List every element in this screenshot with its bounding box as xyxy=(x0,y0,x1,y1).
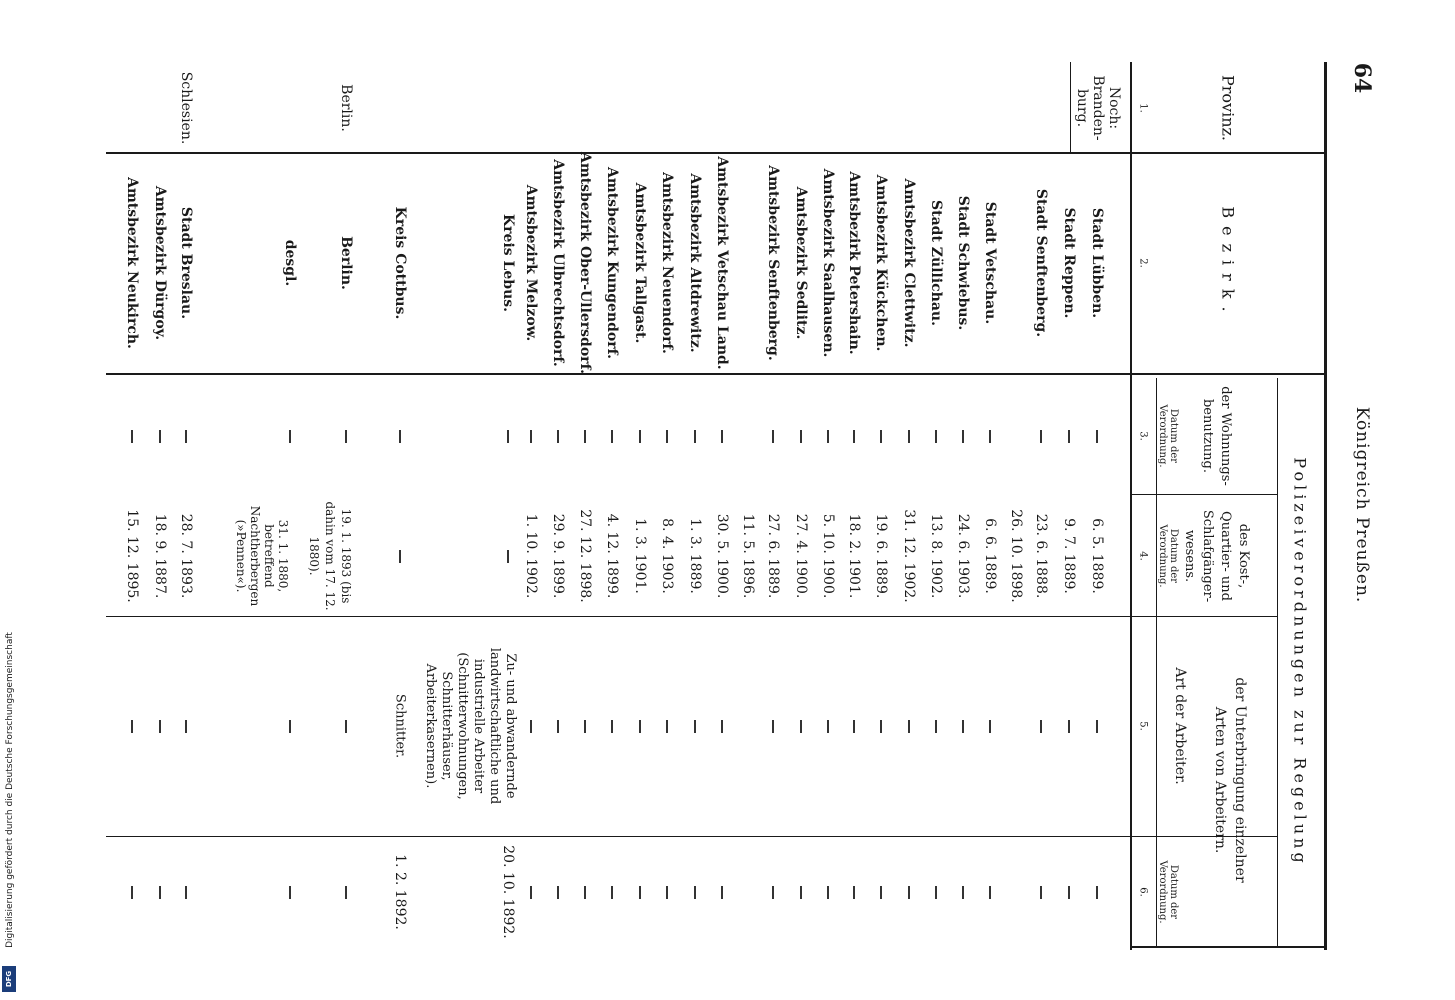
row-unterbringung-date-empty xyxy=(289,886,291,899)
row-unterbringung-date-empty xyxy=(611,886,613,899)
header-datum-3: Datum der Verordnung. xyxy=(1157,404,1179,468)
header-datum-4: Datum der Verordnung. xyxy=(1157,524,1179,588)
row-art-empty xyxy=(694,720,696,733)
row-wohnung-date-empty xyxy=(289,430,291,443)
row-unterbringung-date-empty xyxy=(557,886,559,899)
row-bezirk: Amtsbezirk Neukirch. xyxy=(124,177,140,349)
footer-credit: Digitalisierung gefördert durch die Deutsche Forschungsgemeinschaft xyxy=(5,632,15,948)
row-quartier-date: 4. 12. 1899. xyxy=(604,513,620,599)
row-unterbringung-date-empty xyxy=(1096,886,1098,899)
row-art-empty xyxy=(908,720,910,733)
row-quartier-date: 26. 10. 1898. xyxy=(1008,509,1024,603)
row-wohnung-date-empty xyxy=(880,430,882,443)
row-quartier-date: 19. 1. 1893 (bis dahin vom 17. 12. 1880). xyxy=(307,501,353,611)
row-wohnung-date-empty xyxy=(1040,430,1042,443)
row-art-empty xyxy=(989,720,991,733)
row-wohnung-date-empty xyxy=(1096,430,1098,443)
row-unterbringung-date-empty xyxy=(989,886,991,899)
row-quartier-date-empty xyxy=(399,550,401,563)
row-wohnung-date-empty xyxy=(962,430,964,443)
row-wohnung-date-empty xyxy=(557,430,559,443)
table-bottom-rule xyxy=(1130,946,1326,948)
row-quartier-date-empty xyxy=(507,550,509,563)
row-wohnung-date-empty xyxy=(908,430,910,443)
row-bezirk: Amtsbezirk Ulbrechtsdorf. xyxy=(550,159,566,367)
row-unterbringung-date-empty xyxy=(530,886,532,899)
row-quartier-date: 31. 12. 1902. xyxy=(901,509,917,603)
row-quartier-date: 19. 6. 1889. xyxy=(873,513,889,599)
row-bezirk: Kreis Cottbus. xyxy=(392,206,408,320)
row-art-empty xyxy=(584,720,586,733)
row-unterbringung-date-empty xyxy=(1040,886,1042,899)
row-unterbringung-date-empty xyxy=(159,886,161,899)
row-wohnung-date-empty xyxy=(584,430,586,443)
row-wohnung-date-empty xyxy=(185,430,187,443)
header-bezirk: Bezirk. xyxy=(1218,206,1238,320)
row-provinz: Schlesien. xyxy=(178,71,194,145)
row-quartier-date: 15. 12. 1895. xyxy=(124,509,140,603)
row-wohnung-date-empty xyxy=(507,430,509,443)
row-bezirk: Stadt Reppen. xyxy=(1061,207,1077,319)
row-quartier-date: 6. 5. 1889. xyxy=(1089,518,1105,594)
row-unterbringung-date-empty xyxy=(185,886,187,899)
row-bezirk: Amtsbezirk Vetschau Land. xyxy=(714,156,730,370)
row-art-empty xyxy=(159,720,161,733)
col5-col6-rule xyxy=(106,836,1278,837)
row-quartier-date: 9. 7. 1889. xyxy=(1061,518,1077,594)
row-quartier-date: 27. 12. 1898. xyxy=(577,509,593,603)
row-quartier-date: 27. 4. 1900. xyxy=(793,513,809,599)
row-quartier-date: 13. 8. 1902. xyxy=(928,513,944,599)
row-art-empty xyxy=(772,720,774,733)
row-wohnung-date-empty xyxy=(721,430,723,443)
row-wohnung-date-empty xyxy=(827,430,829,443)
row-art-empty xyxy=(1096,720,1098,733)
row-wohnung-date-empty xyxy=(1068,430,1070,443)
header-datum-6: Datum der Verordnung. xyxy=(1157,860,1179,924)
row-bezirk: Amtsbezirk Sedlitz. xyxy=(793,186,809,340)
row-unterbringung-date-empty xyxy=(584,886,586,899)
row-art-empty xyxy=(666,720,668,733)
row-unterbringung-date-empty xyxy=(1068,886,1070,899)
row-unterbringung-date-empty xyxy=(962,886,964,899)
row-bezirk: Amtsbezirk Altdrewitz. xyxy=(687,173,703,353)
row-bezirk: Amtsbezirk Kungendorf. xyxy=(604,167,620,359)
row-art-empty xyxy=(800,720,802,733)
super-header-rule xyxy=(1277,378,1278,948)
col-number-3: 3. xyxy=(1137,431,1149,441)
header-unterbringung: der Unterbringung einzelner Arten von Arbeitern. xyxy=(1212,677,1248,883)
row-bezirk: Amtsbezirk Neuendorf. xyxy=(659,172,675,354)
row-bezirk: Amtsbezirk Tallgast. xyxy=(632,182,648,344)
col-number-2: 2. xyxy=(1137,258,1149,268)
header-art: Art der Arbeiter. xyxy=(1172,667,1188,785)
row-art-empty xyxy=(962,720,964,733)
row-art-empty xyxy=(853,720,855,733)
row-wohnung-date-empty xyxy=(345,430,347,443)
col4-col5-rule xyxy=(106,616,1278,617)
row-wohnung-date-empty xyxy=(800,430,802,443)
row-art: Zu- und abwandernde landwirtschaftliche und industrielle Arbeiter (Schnitterwohnungen, Schnitterhäuser, Arbeiterkasernen). xyxy=(423,647,518,805)
col-number-6: 6. xyxy=(1137,887,1149,897)
row-wohnung-date-empty xyxy=(772,430,774,443)
row-art: Schnitter. xyxy=(392,693,408,759)
row-quartier-date: 18. 2. 1901. xyxy=(846,513,862,599)
row-quartier-date: 11. 5. 1896. xyxy=(740,513,756,599)
row-unterbringung-date-empty xyxy=(666,886,668,899)
col3-col4-rule xyxy=(1130,494,1278,495)
row-bezirk: Amtsbezirk Kückchen. xyxy=(873,174,889,352)
row-bezirk: Amtsbezirk Ober-Ullersdorf. xyxy=(577,152,593,374)
row-unterbringung-date-empty xyxy=(800,886,802,899)
row-wohnung-date-empty xyxy=(131,430,133,443)
row-bezirk: Stadt Breslau. xyxy=(178,206,194,320)
row-art-empty xyxy=(530,720,532,733)
row-quartier-date: 1. 3. 1901. xyxy=(632,518,648,594)
row-art-empty xyxy=(721,720,723,733)
row-unterbringung-date-empty xyxy=(935,886,937,899)
row-unterbringung-date-empty xyxy=(880,886,882,899)
provinz-bezirk-rule xyxy=(106,152,1326,154)
row-bezirk: Amtsbezirk Petershain. xyxy=(846,171,862,355)
row-art-empty xyxy=(639,720,641,733)
header-quartier: des Kost-, Quartier- und Schlafgänger-wesens. xyxy=(1182,509,1251,603)
row-wohnung-date-empty xyxy=(853,430,855,443)
col-number-5: 5. xyxy=(1137,721,1149,731)
row-unterbringung-date-empty xyxy=(131,886,133,899)
row-wohnung-date-empty xyxy=(159,430,161,443)
row-quartier-date: 30. 5. 1900. xyxy=(714,513,730,599)
row-wohnung-date-empty xyxy=(611,430,613,443)
row-quartier-date: 5. 10. 1900. xyxy=(820,513,836,599)
col-number-1: 1. xyxy=(1137,103,1149,113)
row-art-empty xyxy=(1040,720,1042,733)
row-quartier-date: 28. 7. 1893. xyxy=(178,513,194,599)
row-bezirk: Amtsbezirk Saalhausen. xyxy=(820,168,836,358)
row-quartier-date: 31. 1. 1880, betreffend Nachtherbergen (»Pennen«). xyxy=(234,505,290,607)
row-art-empty xyxy=(185,720,187,733)
table-top-rule xyxy=(1324,62,1327,950)
row-art-empty xyxy=(935,720,937,733)
row-unterbringung-date-empty xyxy=(345,886,347,899)
row-art-empty xyxy=(827,720,829,733)
row-unterbringung-date-empty xyxy=(853,886,855,899)
row-art-empty xyxy=(557,720,559,733)
row-bezirk: Kreis Lebus. xyxy=(500,214,516,312)
row-provinz: Noch: Branden-burg. xyxy=(1074,75,1122,141)
row-quartier-date: 18. 9. 1887. xyxy=(152,513,168,599)
row-bezirk: Stadt Vetschau. xyxy=(982,201,998,325)
row-provinz: Berlin. xyxy=(338,84,354,132)
row-quartier-date: 1. 3. 1889. xyxy=(687,518,703,594)
row-quartier-date: 29. 9. 1899. xyxy=(550,513,566,599)
row-quartier-date: 24. 6. 1903. xyxy=(955,513,971,599)
row-art-empty xyxy=(611,720,613,733)
header-super: Polizeiverordnungen zur Regelung xyxy=(1290,457,1310,867)
row-wohnung-date-empty xyxy=(639,430,641,443)
row-unterbringung-date-empty xyxy=(721,886,723,899)
header-wohnung: der Wohnungs-benutzung. xyxy=(1200,386,1233,486)
row-bezirk: Berlin. xyxy=(338,236,354,290)
dfg-logo: DFG xyxy=(2,966,16,992)
row-art-empty xyxy=(880,720,882,733)
col-number-4: 4. xyxy=(1137,551,1149,561)
row-unterbringung-date-empty xyxy=(772,886,774,899)
row-bezirk: Amtsbezirk Clettwitz. xyxy=(901,178,917,348)
row-wohnung-date-empty xyxy=(530,430,532,443)
row-bezirk: desgl. xyxy=(282,239,298,287)
row-bezirk: Amtsbezirk Dürgoy. xyxy=(152,185,168,341)
row-quartier-date: 27. 6. 1889. xyxy=(765,513,781,599)
row-bezirk: Amtsbezirk Senftenberg. xyxy=(765,165,781,361)
row-art-empty xyxy=(1068,720,1070,733)
row-unterbringung-date-empty xyxy=(694,886,696,899)
row-wohnung-date-empty xyxy=(989,430,991,443)
row-unterbringung-date-empty xyxy=(908,886,910,899)
col1-left-rule xyxy=(1070,62,1071,152)
row-wohnung-date-empty xyxy=(666,430,668,443)
row-bezirk: Stadt Schwiebus. xyxy=(955,195,971,331)
row-unterbringung-date: 20. 10. 1892. xyxy=(500,845,516,939)
row-unterbringung-date: 1. 2. 1892. xyxy=(392,854,408,930)
row-quartier-date: 8. 4. 1903. xyxy=(659,518,675,594)
row-wohnung-date-empty xyxy=(694,430,696,443)
row-quartier-date: 23. 6. 1888. xyxy=(1033,513,1049,599)
row-unterbringung-date-empty xyxy=(827,886,829,899)
row-art-empty xyxy=(345,720,347,733)
row-art-empty xyxy=(289,720,291,733)
page-number: 64 xyxy=(1349,62,1375,94)
row-bezirk: Amtsbezirk Melzow. xyxy=(523,184,539,342)
row-bezirk: Stadt Senftenberg. xyxy=(1033,188,1049,338)
row-unterbringung-date-empty xyxy=(639,886,641,899)
row-bezirk: Stadt Züllichau. xyxy=(928,200,944,326)
row-art-empty xyxy=(131,720,133,733)
header-provinz: Provinz. xyxy=(1218,74,1238,142)
row-bezirk: Stadt Lübben. xyxy=(1089,207,1105,319)
running-head: Königreich Preußen. xyxy=(1352,406,1372,604)
header-bottom-rule xyxy=(1130,62,1132,950)
row-quartier-date: 6. 6. 1889. xyxy=(982,518,998,594)
row-wohnung-date-empty xyxy=(935,430,937,443)
row-wohnung-date-empty xyxy=(399,430,401,443)
bezirk-col3-rule xyxy=(106,373,1326,375)
row-quartier-date: 1. 10. 1902. xyxy=(523,513,539,599)
